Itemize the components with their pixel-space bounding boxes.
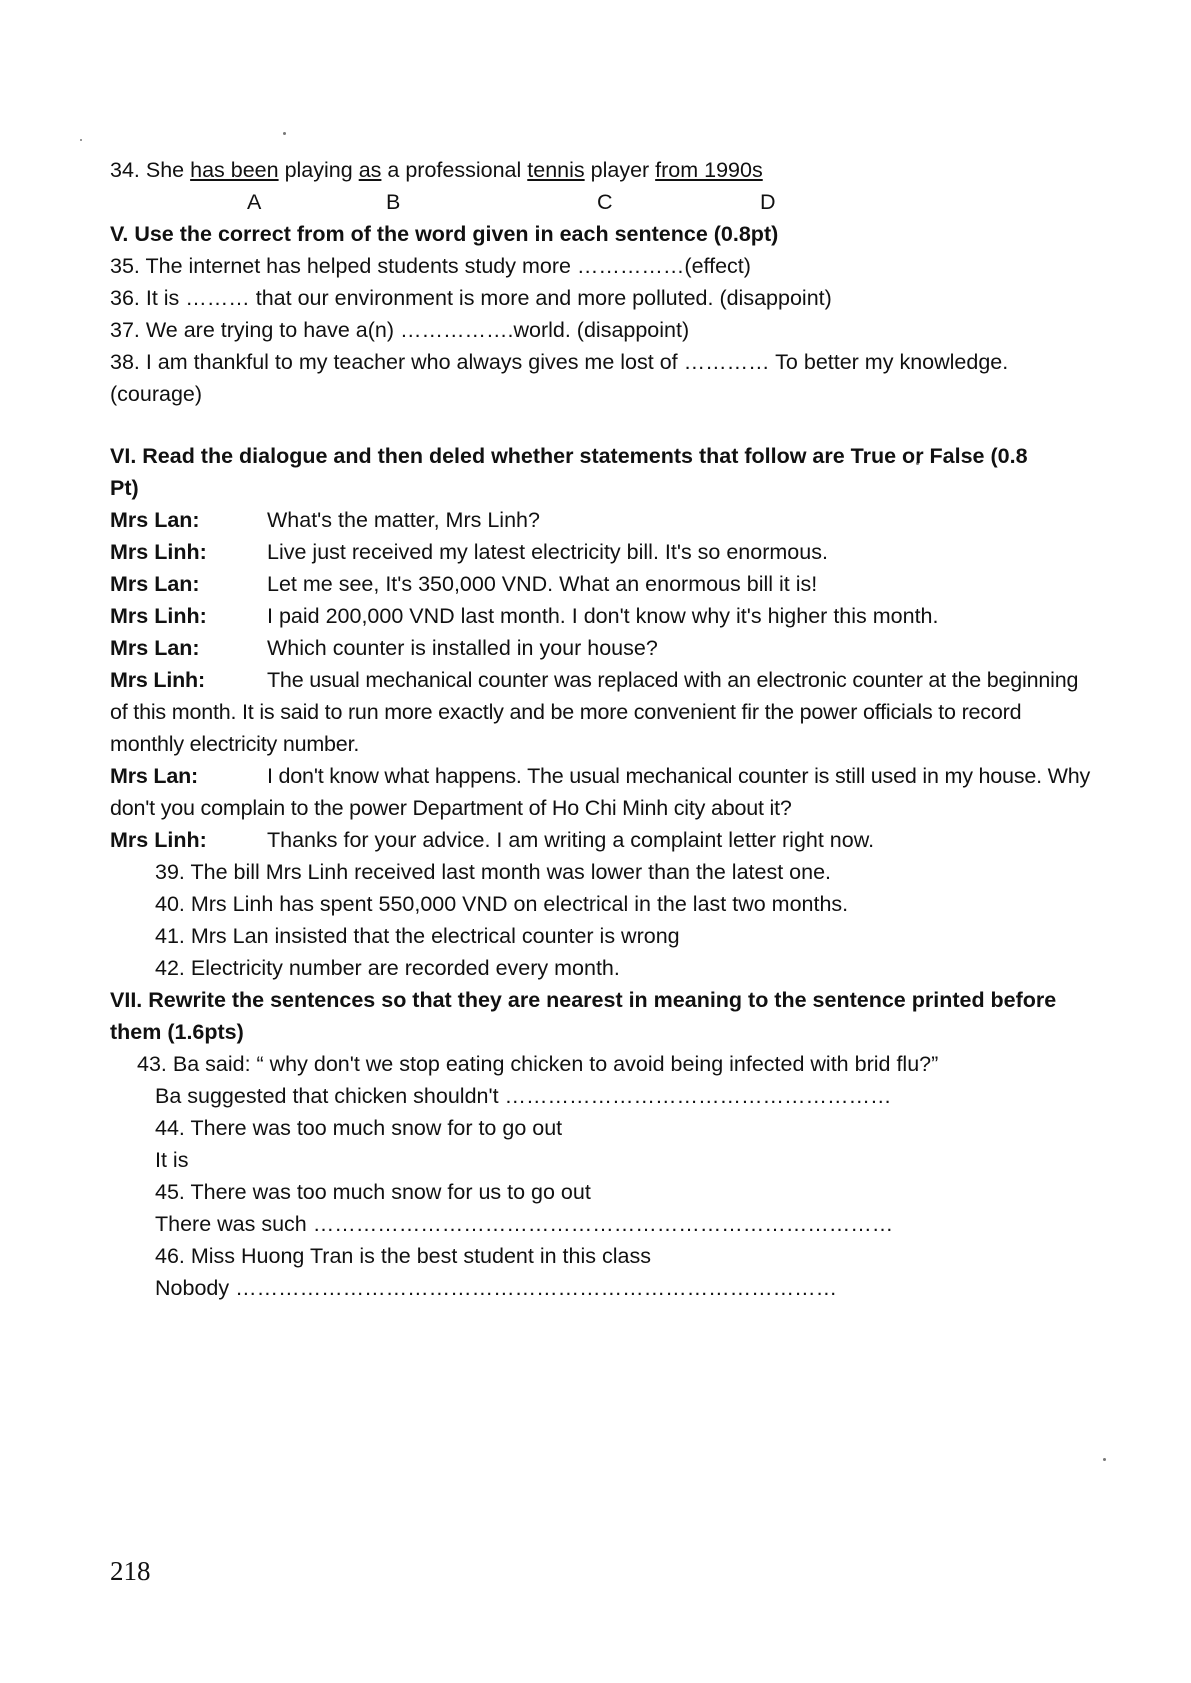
dialogue-text: What's the matter, Mrs Linh?	[267, 508, 540, 532]
q34-word: She	[145, 158, 185, 182]
dialogue-line	[110, 536, 1095, 568]
dialogue-line	[110, 664, 1095, 760]
dialogue-text: Live just received my latest electricity bill. It's so enormous.	[267, 540, 828, 564]
question-40: 40. Mrs Linh has spent 550,000 VND on electrical in the last two months.	[155, 892, 849, 916]
answer-44: It is	[155, 1148, 189, 1172]
speaker-name: Mrs Linh:	[110, 828, 207, 852]
page-number: 218	[110, 1556, 151, 1586]
dialogue-text: The usual mechanical counter was replaced with an electronic counter at the beginning of this month. It is said to run more exactly and be more convenient fir the power officials to record monthly electricity number.	[110, 668, 1079, 756]
speaker-name: Mrs Lan:	[110, 572, 200, 596]
dialogue-text: Let me see, It's 350,000 VND. What an enormous bill it is!	[267, 572, 818, 596]
answer-43: Ba suggested that chicken shouldn't ………………………………………………	[155, 1084, 892, 1108]
question-42: 42. Electricity number are recorded every month.	[155, 956, 620, 980]
speaker-name: Mrs Lan:	[110, 764, 198, 788]
question-41: 41. Mrs Lan insisted that the electrical counter is wrong	[155, 924, 680, 948]
option-letter-b: B	[386, 190, 401, 214]
q34-word: player	[590, 158, 650, 182]
q34-word: a professional	[387, 158, 522, 182]
question-46: 46. Miss Huong Tran is the best student in this class	[155, 1244, 651, 1268]
question-36: 36. It is ……… that our environment is more and more polluted. (disappoint)	[110, 286, 832, 310]
answer-45: There was such ………………………………………………………………………	[155, 1212, 894, 1236]
section-vii-heading: VII. Rewrite the sentences so that they are nearest in meaning to the sentence printed before them (1.6pts)	[110, 988, 1057, 1044]
speaker-name: Mrs Lan:	[110, 636, 200, 660]
section-v-heading: V. Use the correct from of the word given in each sentence (0.8pt)	[110, 222, 779, 246]
answer-46: Nobody …………………………………………………………………………	[155, 1276, 838, 1300]
scan-speck	[1103, 1458, 1106, 1461]
speaker-name: Mrs Linh:	[110, 604, 207, 628]
q34-option-c: tennis	[527, 158, 585, 182]
option-letter-a: A	[247, 190, 262, 214]
question-44: 44. There was too much snow for to go out	[155, 1116, 563, 1140]
dialogue-text: I don't know what happens. The usual mechanical counter is still used in my house. Why don't you complain to the power Department of Ho Chi Minh city about it?	[110, 764, 1091, 820]
q34-number: 34.	[110, 158, 140, 182]
dialogue-line	[110, 568, 1095, 600]
dialogue-line	[110, 632, 1095, 664]
dialogue	[110, 504, 1095, 856]
page-content	[110, 154, 1095, 1304]
scan-speck	[283, 132, 286, 135]
question-45: 45. There was too much snow for us to go out	[155, 1180, 591, 1204]
dialogue-line	[110, 504, 1095, 536]
dialogue-line	[110, 600, 1095, 632]
question-37: 37. We are trying to have a(n) …………….world. (disappoint)	[110, 318, 690, 342]
dialogue-text: Thanks for your advice. I am writing a complaint letter right now.	[267, 828, 875, 852]
question-39: 39. The bill Mrs Linh received last month was lower than the latest one.	[155, 860, 832, 884]
q34-option-letters	[110, 186, 1095, 218]
question-43: 43. Ba said: “ why don't we stop eating chicken to avoid being infected with brid flu?”	[137, 1052, 939, 1076]
section-vi-heading: VI. Read the dialogue and then deled whether statements that follow are True or False (0.8 Pt)	[110, 444, 1028, 500]
speaker-name: Mrs Lan:	[110, 508, 200, 532]
question-38: 38. I am thankful to my teacher who always gives me lost of ………… To better my knowledge. (courage)	[110, 350, 1009, 406]
speaker-name: Mrs Linh:	[110, 668, 205, 692]
speaker-name: Mrs Linh:	[110, 540, 207, 564]
question-34	[110, 154, 1095, 186]
option-letter-d: D	[760, 190, 776, 214]
scan-speck	[80, 139, 82, 141]
dialogue-text: I paid 200,000 VND last month. I don't know why it's higher this month.	[267, 604, 939, 628]
q34-option-d: from 1990s	[655, 158, 763, 182]
q34-word: playing	[284, 158, 353, 182]
q34-option-a: has been	[190, 158, 279, 182]
dialogue-line	[110, 760, 1095, 824]
q34-option-b: as	[358, 158, 382, 182]
dialogue-line	[110, 824, 1095, 856]
option-letter-c: C	[597, 190, 613, 214]
dialogue-text: Which counter is installed in your house?	[267, 636, 658, 660]
question-35: 35. The internet has helped students study more ……………(effect)	[110, 254, 751, 278]
